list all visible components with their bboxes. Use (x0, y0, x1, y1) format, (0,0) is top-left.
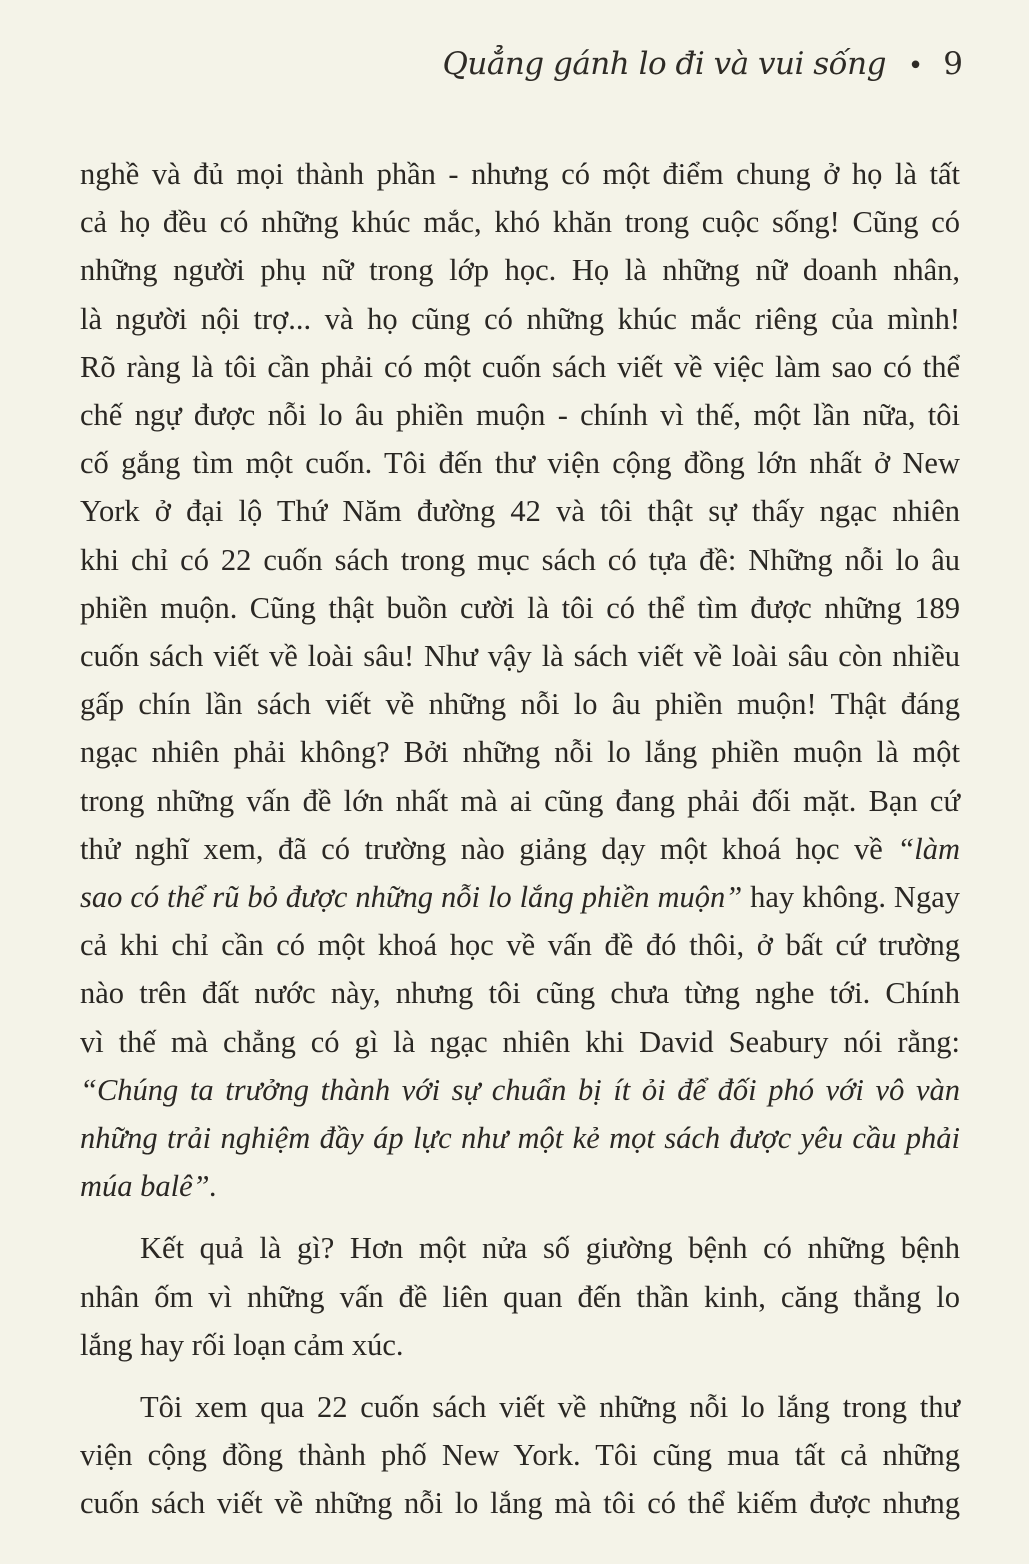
text-line: cuốn sách viết về những nỗi lo lắng mà tôi có thể kiếm được nhưng (80, 1486, 960, 1521)
text-line: York ở đại lộ Thứ Năm đường 42 và tôi thật sự thấy ngạc nhiên (80, 494, 960, 529)
text-line: vì thế mà chẳng có gì là ngạc nhiên khi David Seabury nói rằng: (80, 1024, 960, 1059)
paragraph-3 (80, 1383, 960, 1528)
running-header (442, 46, 963, 82)
paragraph-1 (80, 150, 960, 1210)
text-line: nghề và đủ mọi thành phần - nhưng có một điểm chung ở họ là tất (80, 157, 960, 191)
quote-line: “Chúng ta trưởng thành với sự chuẩn bị ít ỏi để đối phó với vô vàn (80, 1072, 960, 1107)
text-line: Rõ ràng là tôi cần phải có một cuốn sách viết về việc làm sao có thể (80, 349, 960, 384)
text-line: trong những vấn đề lớn nhất mà ai cũng đang phải đối mặt. Bạn cứ (80, 783, 960, 818)
text-line: nhân ốm vì những vấn đề liên quan đến thần kinh, căng thẳng lo (80, 1279, 960, 1314)
text-line: cả họ đều có những khúc mắc, khó khăn trong cuộc sống! Cũng có (80, 205, 960, 240)
text-line: viện cộng đồng thành phố New York. Tôi cũng mua tất cả những (80, 1438, 960, 1473)
text-line: những người phụ nữ trong lớp học. Họ là những nữ doanh nhân, (80, 253, 960, 288)
text-line: là người nội trợ... và họ cũng có những khúc mắc riêng của mình! (80, 301, 960, 336)
italic-quote: sao có thể rũ bỏ được những nỗi lo lắng phiền muộn” (80, 880, 743, 915)
text-run: hay không. Ngay (742, 880, 960, 915)
paragraph-2 (80, 1224, 960, 1369)
text-line: cố gắng tìm một cuốn. Tôi đến thư viện cộng đồng lớn nhất ở New (80, 446, 960, 481)
page-number: 9 (943, 46, 963, 82)
text-line: chế ngự được nỗi lo âu phiền muộn - chính vì thế, một lần nữa, tôi (80, 398, 960, 433)
text-line: ngạc nhiên phải không? Bởi những nỗi lo lắng phiền muộn là một (80, 735, 960, 770)
header-bullet: • (907, 51, 924, 81)
text-line: Tôi xem qua 22 cuốn sách viết về những nỗi lo lắng trong thư (140, 1390, 960, 1425)
text-line: Kết quả là gì? Hơn một nửa số giường bệnh có những bệnh (140, 1231, 960, 1266)
text-line: phiền muộn. Cũng thật buồn cười là tôi có thể tìm được những 189 (80, 590, 960, 625)
text-line: cuốn sách viết về loài sâu! Như vậy là sách viết về loài sâu còn nhiều (80, 639, 960, 674)
quote-line: những trải nghiệm đầy áp lực như một kẻ mọt sách được yêu cầu phải (80, 1121, 960, 1156)
text-line: lắng hay rối loạn cảm xúc. (80, 1327, 404, 1362)
text-line (80, 873, 960, 921)
text-line: nào trên đất nước này, nhưng tôi cũng chưa từng nghe tới. Chính (80, 976, 960, 1011)
text-run: thử nghĩ xem, đã có trường nào giảng dạy một khoá học về (80, 831, 898, 866)
text-line: cả khi chỉ cần có một khoá học về vấn đề đó thôi, ở bất cứ trường (80, 928, 960, 963)
quote-line: múa balê”. (80, 1169, 218, 1204)
paragraph-gap (80, 1210, 960, 1224)
body-text (80, 150, 960, 1528)
text-line: khi chỉ có 22 cuốn sách trong mục sách có tựa đề: Những nỗi lo âu (80, 542, 960, 577)
paragraph-gap (80, 1369, 960, 1383)
italic-quote: “làm (897, 831, 960, 866)
text-line: gấp chín lần sách viết về những nỗi lo âu phiền muộn! Thật đáng (80, 687, 960, 722)
text-line (80, 825, 960, 873)
running-title: Quẳng gánh lo đi và vui sống (442, 46, 886, 82)
